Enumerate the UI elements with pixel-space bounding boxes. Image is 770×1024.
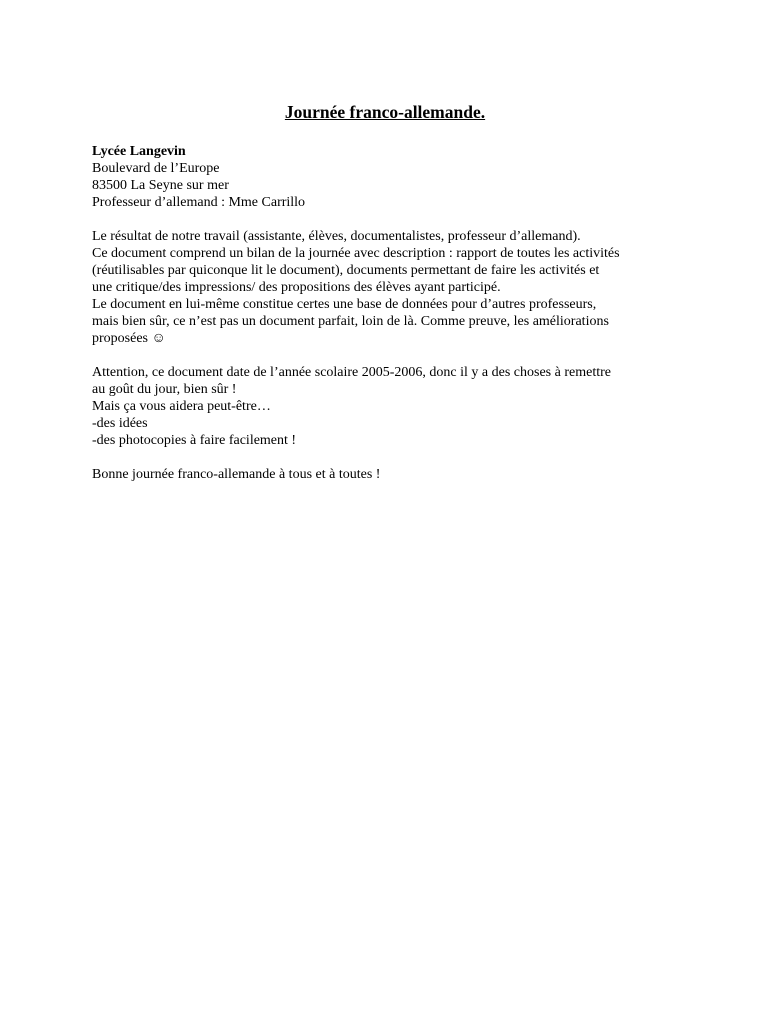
school-city: 83500 La Seyne sur mer — [92, 178, 229, 193]
text-line: (réutilisables par quiconque lit le document), documents permettant de faire les activités et — [92, 263, 600, 278]
school-name: Lycée Langevin — [92, 144, 186, 159]
paragraph-spacer — [92, 211, 692, 228]
paragraph-intro — [92, 228, 692, 347]
text-line: une critique/des impressions/ des propositions des élèves ayant participé. — [92, 280, 501, 295]
text-line: mais bien sûr, ce n’est pas un document parfait, loin de là. Comme preuve, les améliorations — [92, 314, 609, 329]
text-line: proposées ☺ — [92, 331, 166, 346]
text-line: -des photocopies à faire facilement ! — [92, 433, 297, 448]
paragraph-notice — [92, 364, 692, 449]
text-line: Attention, ce document date de l’année scolaire 2005-2006, donc il y a des choses à remettre — [92, 365, 611, 380]
document-title: Journée franco-allemande. — [284, 102, 486, 122]
school-street: Boulevard de l’Europe — [92, 161, 220, 176]
paragraph-spacer — [92, 449, 692, 466]
document-body — [92, 143, 692, 483]
text-line: au goût du jour, bien sûr ! — [92, 382, 237, 397]
text-line: Le document en lui-même constitue certes une base de données pour d’autres professeurs, — [92, 297, 597, 312]
text-line: Le résultat de notre travail (assistante, élèves, documentalistes, professeur d’allemand). — [92, 229, 581, 244]
text-line: Ce document comprend un bilan de la journée avec description : rapport de toutes les activités — [92, 246, 620, 261]
closing-line: Bonne journée franco-allemande à tous et à toutes ! — [92, 467, 381, 482]
text-line: Mais ça vous aidera peut-être… — [92, 399, 271, 414]
teacher-line: Professeur d’allemand : Mme Carrillo — [92, 195, 306, 210]
paragraph-spacer — [92, 347, 692, 364]
text-line: -des idées — [92, 416, 148, 431]
address-block — [92, 143, 692, 211]
